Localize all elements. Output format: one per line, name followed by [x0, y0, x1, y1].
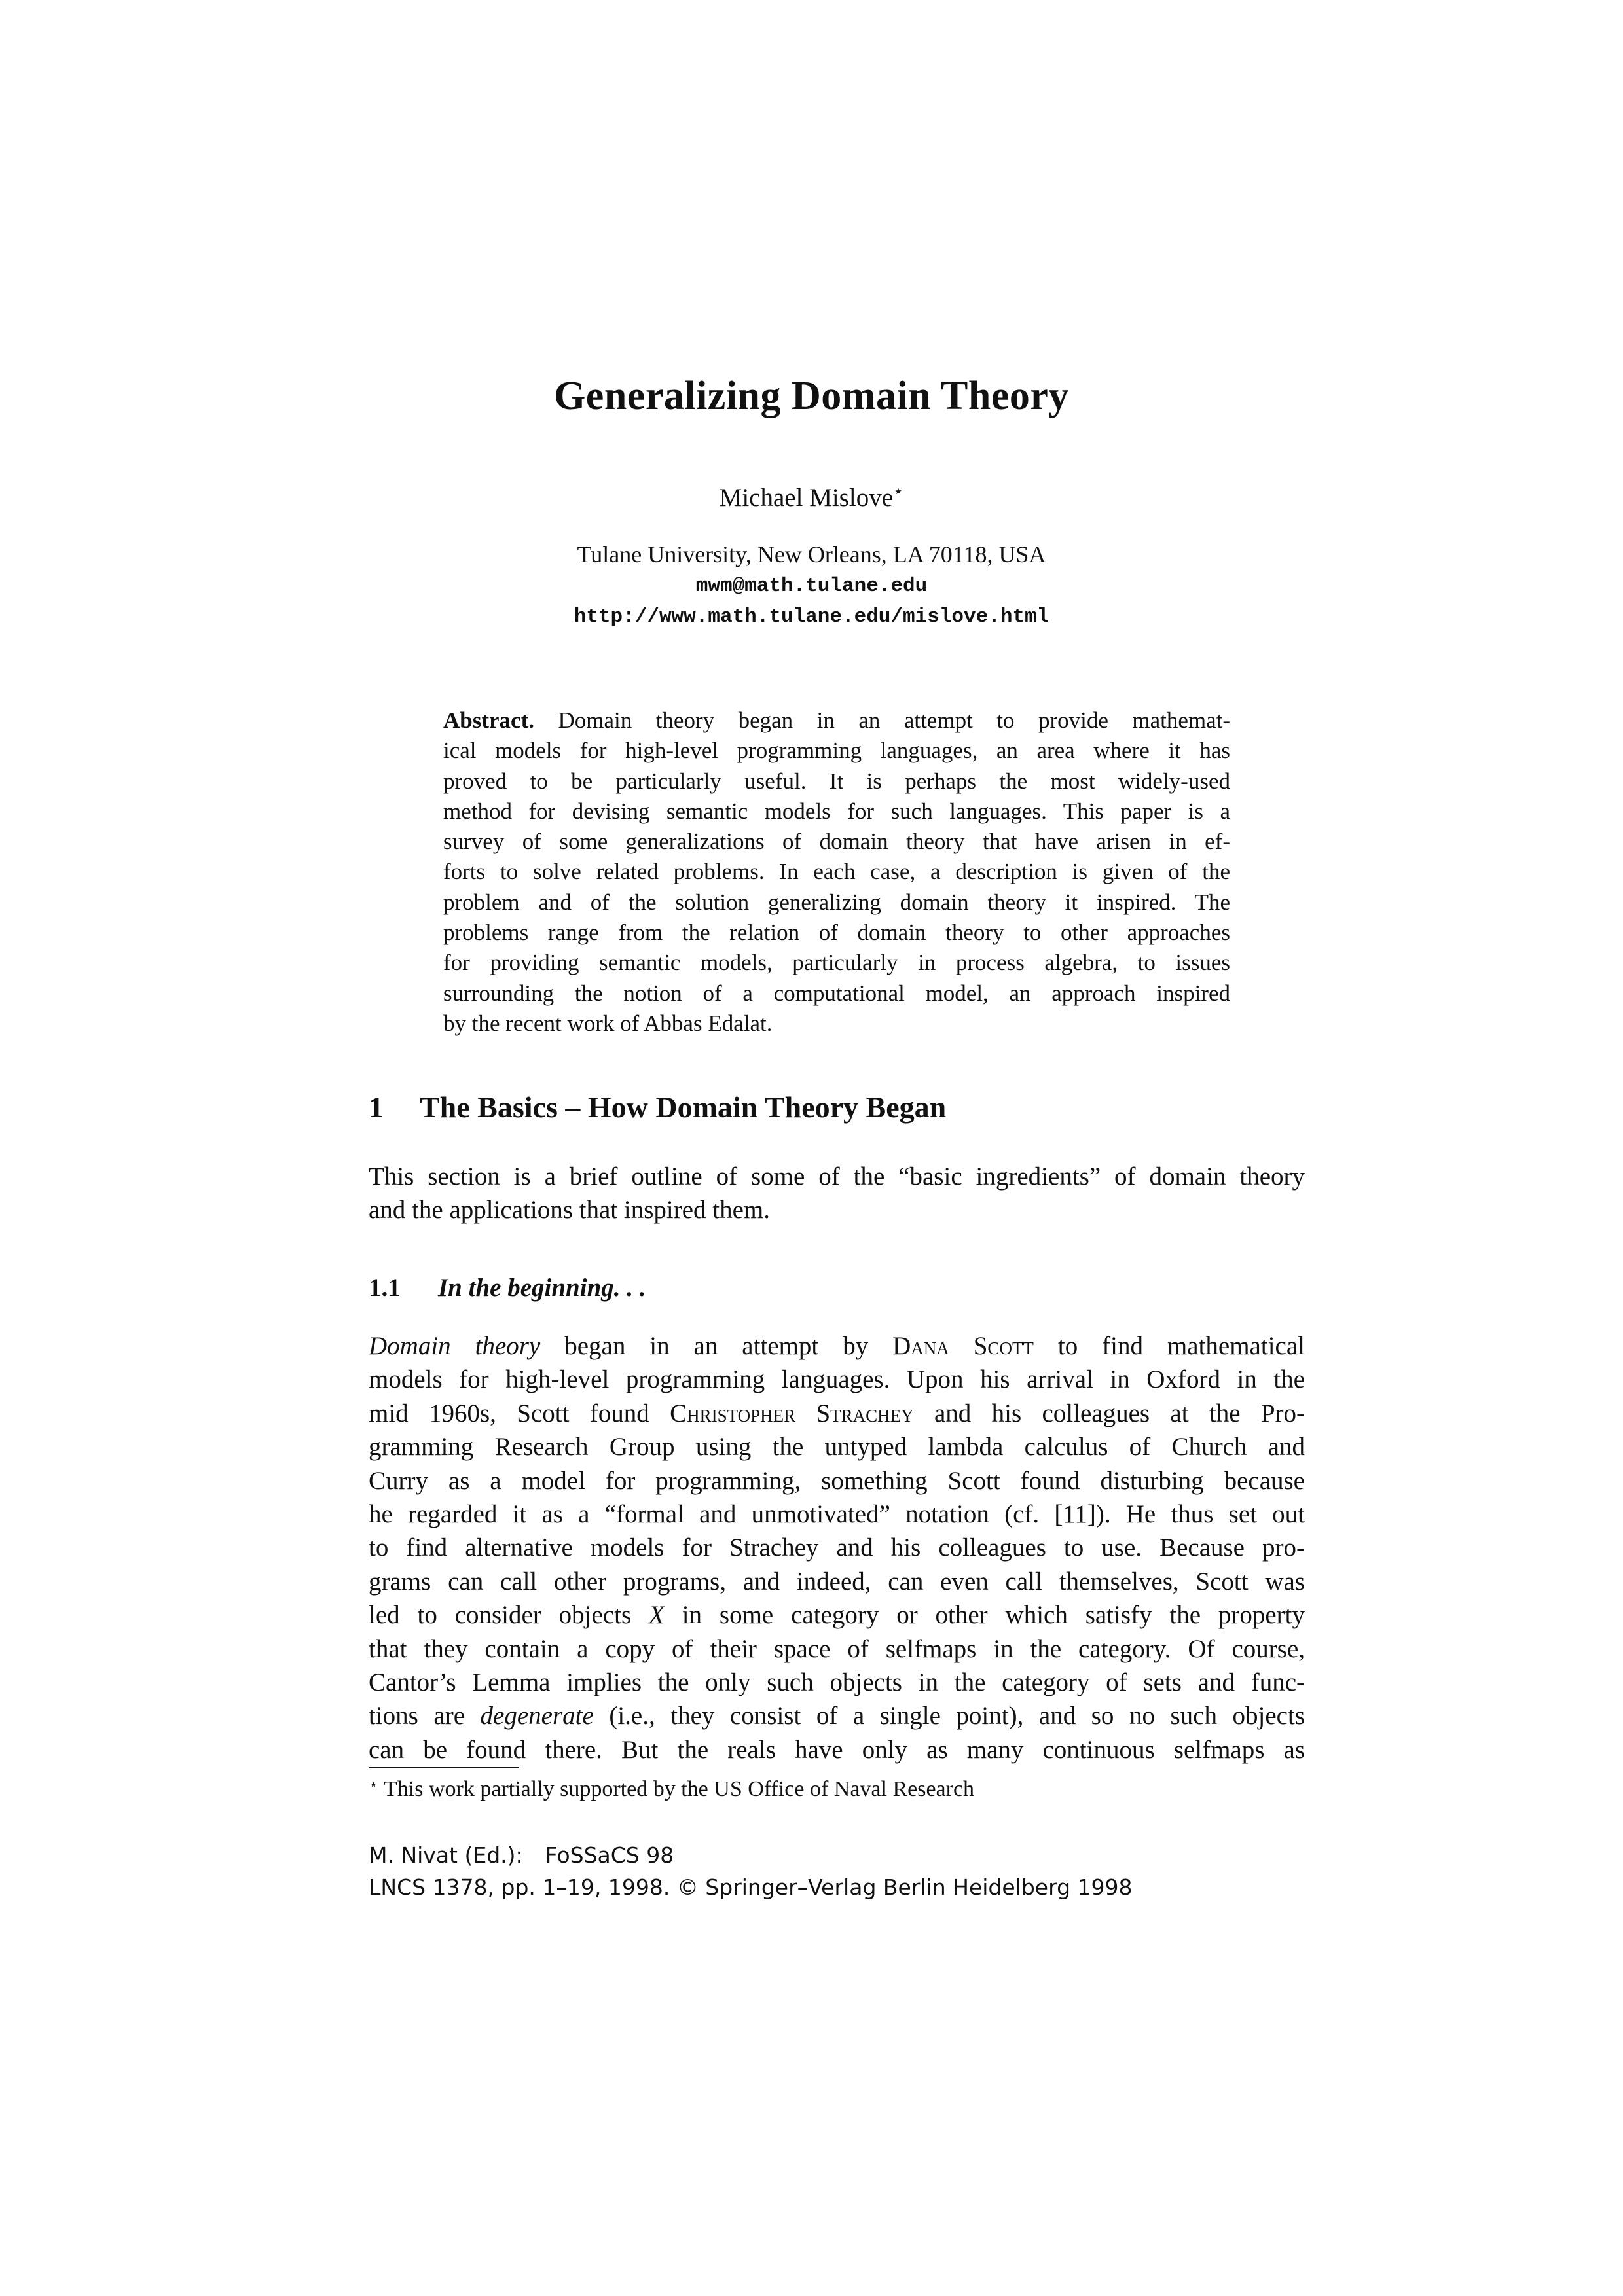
abstract-line: survey of some generalizations of domain theory that have arisen in ef-	[443, 829, 1230, 855]
paragraph-line: Domain theory began in an attempt by Dana Scott to find mathematical	[369, 1332, 1305, 1360]
publication-editor-line	[369, 1842, 674, 1868]
section-heading	[369, 1090, 946, 1124]
paragraph-line: Cantor’s Lemma implies the only such objects in the category of sets and func-	[369, 1668, 1305, 1696]
publication-series: LNCS 1378, pp. 1–19, 1998. © Springer–Verlag Berlin Heidelberg 1998	[369, 1874, 1133, 1900]
person-name-strachey: Christopher Strachey	[670, 1399, 914, 1427]
publication-conference: FoSSaCS 98	[545, 1842, 674, 1868]
abstract-label: Abstract.	[443, 708, 534, 733]
footnote-divider	[369, 1767, 519, 1768]
author-footnote-mark: ⋆	[893, 482, 904, 501]
paragraph-line: and the applications that inspired them.	[369, 1196, 771, 1225]
abstract	[443, 706, 1230, 1039]
abstract-line: by the recent work of Abbas Edalat.	[443, 1010, 773, 1036]
abstract-line: problem and of the solution generalizing domain theory it inspired. The	[443, 889, 1230, 915]
paragraph-line: that they contain a copy of their space of selfmaps in the category. Of course,	[369, 1634, 1305, 1663]
paper-title: Generalizing Domain Theory	[554, 374, 1069, 418]
paragraph-line: grams can call other programs, and indeed, can even call themselves, Scott was	[369, 1567, 1305, 1596]
section-intro-paragraph	[369, 1160, 1305, 1227]
paragraph-line: he regarded it as a “formal and unmotivated” notation (cf. [11]). He thus set out	[369, 1499, 1305, 1528]
footnote-text: This work partially supported by the US Office of Naval Research	[384, 1777, 975, 1801]
author-name	[0, 482, 1623, 512]
abstract-line: for providing semantic models, particularly in process algebra, to issues	[443, 950, 1230, 976]
affiliation: Tulane University, New Orleans, LA 70118, USA	[577, 541, 1046, 567]
abstract-line: proved to be particularly useful. It is perhaps the most widely-used	[443, 768, 1230, 794]
abstract-line: problems range from the relation of domain theory to other approaches	[443, 920, 1230, 946]
abstract-line: ical models for high-level programming languages, an area where it has	[443, 738, 1230, 764]
author-email: mwm@math.tulane.edu	[695, 575, 928, 598]
footnote	[369, 1775, 974, 1802]
subsection-heading	[369, 1273, 646, 1302]
section-number: 1	[369, 1090, 384, 1124]
author-url: http://www.math.tulane.edu/mislove.html	[574, 605, 1049, 628]
subsection-title-text: In the beginning. . .	[438, 1274, 646, 1302]
paragraph-line: gramming Research Group using the untyped lambda calculus of Church and	[369, 1433, 1305, 1462]
paragraph-line: can be found there. But the reals have only as many continuous selfmaps as	[369, 1735, 1305, 1764]
paragraph-line: models for high-level programming languages. Upon his arrival in Oxford in the	[369, 1365, 1305, 1394]
subsection-number: 1.1	[369, 1274, 401, 1302]
paragraph-line: tions are degenerate (i.e., they consist of a single point), and so no such objects	[369, 1702, 1305, 1731]
paragraph-line: to find alternative models for Strachey and his colleagues to use. Because pro-	[369, 1534, 1305, 1562]
abstract-line: forts to solve related problems. In each case, a description is given of the	[443, 859, 1230, 885]
paragraph-line: mid 1960s, Scott found Christopher Strachey and his colleagues at the Pro-	[369, 1399, 1305, 1427]
author-name-text: Michael Mislove	[719, 484, 894, 512]
footnote-mark: ⋆	[369, 1776, 379, 1793]
abstract-line: surrounding the notion of a computational model, an approach inspired	[443, 980, 1230, 1006]
person-name-scott: Dana Scott	[892, 1332, 1034, 1360]
math-variable: X	[649, 1601, 665, 1630]
paragraph-line: Curry as a model for programming, something Scott found disturbing because	[369, 1466, 1305, 1495]
abstract-line: Abstract. Domain theory began in an attempt to provide mathemat-	[443, 708, 1230, 733]
body-paragraph	[369, 1329, 1305, 1767]
paragraph-line: led to consider objects X in some category or other which satisfy the property	[369, 1601, 1305, 1630]
paragraph-line: This section is a brief outline of some of the “basic ingredients” of domain theory	[369, 1162, 1305, 1191]
abstract-line: method for devising semantic models for such languages. This paper is a	[443, 798, 1230, 824]
section-title-text: The Basics – How Domain Theory Began	[420, 1090, 947, 1124]
publication-editor: M. Nivat (Ed.):	[369, 1842, 523, 1868]
